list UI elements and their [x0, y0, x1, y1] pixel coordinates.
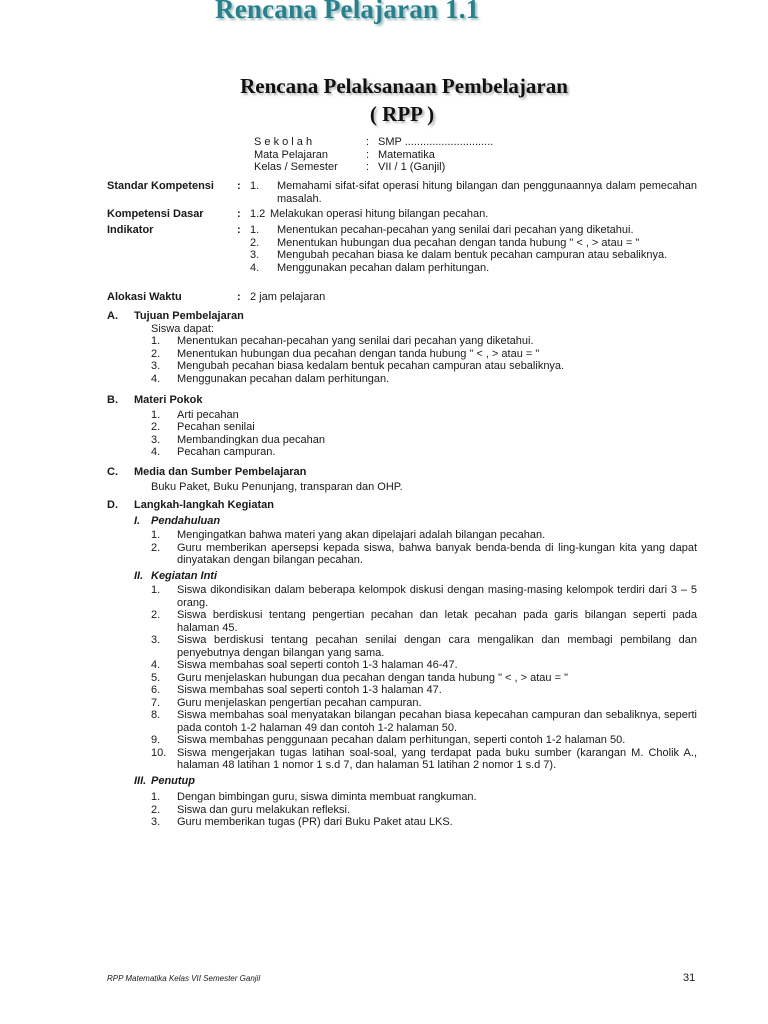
info-sep: :: [366, 136, 370, 148]
list-item: [151, 373, 697, 386]
item-num: 4.: [151, 659, 161, 671]
section-heading: [107, 310, 697, 323]
list-item: [151, 409, 697, 422]
item-num: 2.: [151, 541, 161, 554]
indikator-sep: :: [237, 224, 241, 236]
step-roman: II.: [134, 569, 144, 582]
list-item: [151, 684, 697, 697]
step-heading: [134, 570, 697, 583]
item-text: Guru menjelaskan pengertian pecahan campuran.: [177, 696, 422, 709]
list-item: [151, 672, 697, 685]
info-row-sekolah: [254, 136, 493, 149]
step-roman: I.: [134, 514, 141, 527]
info-row-mapel: [254, 149, 493, 162]
item-num: 8.: [151, 709, 161, 721]
materi-list: [151, 409, 697, 459]
info-value: VII / 1 (Ganjil): [378, 161, 446, 173]
item-text: Siswa berdiskusi tentang pecahan senilai dengan cara mengalikan dan membagi pembilang dan penyebutnya dengan bilangan yang sama.: [177, 634, 697, 659]
standar-kompetensi: [107, 180, 697, 205]
list-item: [151, 360, 697, 373]
item-num: 3.: [250, 249, 260, 261]
list-item: [151, 584, 697, 609]
item-num: 2.: [151, 421, 161, 433]
list-item: [151, 804, 697, 817]
section-title: Langkah-langkah Kegiatan: [134, 499, 274, 511]
info-key: S e k o l a h: [254, 136, 313, 148]
section-letter: B.: [107, 394, 118, 406]
list-item: [151, 434, 697, 447]
kompetensi-label: Kompetensi Dasar: [107, 208, 204, 220]
item-text: Menentukan pecahan-pecahan yang senilai dari pecahan yang diketahui.: [177, 335, 534, 347]
list-item: [151, 529, 697, 542]
section-heading: [107, 499, 697, 512]
indikator: [107, 224, 697, 274]
step-heading: [134, 775, 697, 788]
item-num: 1.: [250, 224, 260, 236]
list-item: [151, 348, 697, 361]
item-text: Siswa dikondisikan dalam beberapa kelompok diskusi dengan masing-masing kelompok terdiri dari 3 – 5 orang.: [177, 584, 697, 609]
alokasi-label: Alokasi Waktu: [107, 291, 182, 303]
item-text: Siswa berdiskusi tentang pengertian pecahan dan letak pecahan pada garis bilangan seperti pada halaman 45.: [177, 609, 697, 634]
info-value: Matematika: [378, 148, 435, 161]
section-letter: A.: [107, 310, 118, 322]
item-text: Menggunakan pecahan dalam perhitungan.: [277, 261, 490, 274]
list-item: [250, 224, 697, 237]
item-num: 2.: [151, 609, 161, 621]
item-num: 4.: [151, 372, 161, 385]
info-key: Kelas / Semester: [254, 161, 338, 173]
section-b: [107, 394, 697, 459]
item-text: Dengan bimbingan guru, siswa diminta membuat rangkuman.: [177, 791, 477, 803]
item-text: Menentukan hubungan dua pecahan dengan tanda hubung " < , > atau = ": [277, 236, 640, 249]
list-item: [151, 335, 697, 348]
item-text: Siswa membahas penggunaan pecahan dalam perhitungan, seperti contoh 1-2 halaman 50.: [177, 734, 626, 746]
item-text: Siswa dan guru melakukan refleksi.: [177, 803, 351, 816]
penutup-list: [151, 791, 697, 829]
top-title: Rencana Pelajaran 1.1: [215, 0, 480, 24]
item-num: 3.: [151, 433, 161, 446]
item-num: 5.: [151, 671, 161, 684]
item-num: 4.: [151, 446, 161, 458]
section-intro: Siswa dapat:: [151, 322, 214, 335]
indikator-list: [250, 224, 697, 274]
list-item: [151, 747, 697, 772]
item-text: Siswa membahas soal menyatakan bilangan pecahan biasa kepecahan campuran dan sebaliknya, seperti pada contoh 1-2 halaman 49 dan contoh 1-2 halaman 50.: [177, 709, 697, 734]
item-text: Guru memberikan tugas (PR) dari Buku Paket atau LKS.: [177, 816, 453, 828]
sub-title: ( RPP ): [369, 102, 435, 126]
section-title: Tujuan Pembelajaran: [134, 310, 244, 322]
info-block: [254, 136, 493, 174]
item-num: 2.: [151, 347, 161, 360]
list-item: [151, 421, 697, 434]
section-title: Media dan Sumber Pembelajaran: [134, 466, 307, 478]
item-text: Mengubah pecahan biasa kedalam bentuk pecahan campuran atau sebaliknya.: [177, 360, 565, 372]
item-num: 2.: [250, 236, 260, 249]
section-heading: [107, 394, 697, 407]
item-text: Menentukan hubungan dua pecahan dengan tanda hubung " < , > atau = ": [177, 347, 540, 360]
standar-text: Memahami sifat-sifat operasi hitung bilangan dan penggunaannya dalam pemecahan masalah.: [277, 180, 697, 205]
item-text: Siswa membahas soal seperti contoh 1-3 halaman 47.: [177, 684, 442, 696]
item-num: 1.: [151, 791, 161, 803]
standar-sep: :: [237, 180, 241, 192]
item-text: Guru menjelaskan hubungan dua pecahan dengan tanda hubung " < , > atau = ": [177, 671, 568, 684]
info-row-kelas: [254, 161, 493, 174]
indikator-label: Indikator: [107, 224, 154, 236]
item-num: 1.: [151, 584, 161, 596]
section-c: [107, 466, 697, 493]
tujuan-list: [151, 335, 697, 385]
list-item: [250, 249, 697, 262]
item-num: 2.: [151, 803, 161, 816]
item-num: 3.: [151, 634, 161, 646]
item-num: 1.: [151, 335, 161, 347]
list-item: [151, 791, 697, 804]
pendahuluan-list: [151, 529, 697, 567]
item-num: 1.: [151, 529, 161, 541]
list-item: [250, 262, 697, 275]
page-number: 31: [683, 972, 696, 984]
kegiatan-inti-list: [151, 584, 697, 772]
standar-label: Standar Kompetensi: [107, 180, 214, 192]
item-text: Menentukan pecahan-pecahan yang senilai dari pecahan yang diketahui.: [277, 224, 634, 236]
list-item: [151, 446, 697, 459]
item-num: 9.: [151, 734, 161, 746]
item-num: 6.: [151, 684, 161, 696]
info-sep: :: [366, 148, 370, 161]
section-text: Buku Paket, Buku Penunjang, transparan dan OHP.: [151, 480, 403, 493]
item-text: Guru memberikan apersepsi kepada siswa, bahwa banyak benda-benda di ling-kungan kita yang dapat dinyatakan dengan bilangan pecahan.: [177, 541, 697, 566]
list-item: [151, 542, 697, 567]
kompetensi-num: 1.2: [250, 208, 266, 220]
step-title: Kegiatan Inti: [151, 569, 218, 582]
step-heading: [134, 515, 697, 528]
list-item: [151, 659, 697, 672]
item-text: Menggunakan pecahan dalam perhitungan.: [177, 372, 390, 385]
kompetensi-dasar: [107, 208, 697, 221]
item-text: Pecahan senilai: [177, 421, 255, 433]
item-text: Mengubah pecahan biasa ke dalam bentuk pecahan campuran atau sebaliknya.: [277, 249, 668, 261]
kompetensi-text: Melakukan operasi hitung bilangan pecahan.: [270, 208, 489, 220]
section-a: [107, 310, 697, 385]
list-item: [151, 709, 697, 734]
kompetensi-sep: :: [237, 208, 241, 220]
item-text: Arti pecahan: [177, 408, 239, 421]
list-item: [151, 697, 697, 710]
step-title: Penutup: [151, 774, 195, 787]
item-num: 3.: [151, 360, 161, 372]
list-item: [151, 816, 697, 829]
item-text: Pecahan campuran.: [177, 446, 276, 458]
standar-num: 1.: [250, 180, 260, 192]
list-item: [151, 634, 697, 659]
section-title: Materi Pokok: [134, 394, 203, 406]
list-item: [151, 609, 697, 634]
item-num: 10.: [151, 746, 167, 759]
list-item: [250, 237, 697, 250]
alokasi-sep: :: [237, 291, 241, 303]
section-d: [107, 499, 697, 829]
item-num: 1.: [151, 408, 161, 421]
section-heading: [107, 466, 697, 479]
main-title: Rencana Pelaksanaan Pembelajaran: [240, 74, 568, 98]
step-title: Pendahuluan: [151, 514, 221, 527]
item-num: 4.: [250, 261, 260, 274]
step-roman: III.: [134, 774, 147, 787]
info-key: Mata Pelajaran: [254, 148, 328, 161]
item-text: Siswa mengerjakan tugas latihan soal-soal, yang terdapat pada buku sumber (karangan M. Cholik A., halaman 48 latihan 1 nomor 1 s.d 7, dan halaman 51 latihan 2 nomor 1 s.d 7).: [177, 746, 697, 771]
item-text: Mengingatkan bahwa materi yang akan dipelajari adalah bilangan pecahan.: [177, 529, 546, 541]
section-letter: C.: [107, 466, 118, 478]
footer-caption: RPP Matematika Kelas VII Semester Ganjil: [107, 974, 261, 983]
item-num: 7.: [151, 696, 161, 709]
item-num: 3.: [151, 816, 161, 828]
alokasi-text: 2 jam pelajaran: [250, 291, 326, 303]
list-item: [151, 734, 697, 747]
alokasi-waktu: [107, 291, 697, 304]
item-text: Siswa membahas soal seperti contoh 1-3 halaman 46-47.: [177, 659, 458, 671]
section-letter: D.: [107, 499, 118, 511]
info-value: SMP .............................: [378, 136, 494, 148]
item-text: Membandingkan dua pecahan: [177, 433, 326, 446]
info-sep: :: [366, 161, 370, 173]
